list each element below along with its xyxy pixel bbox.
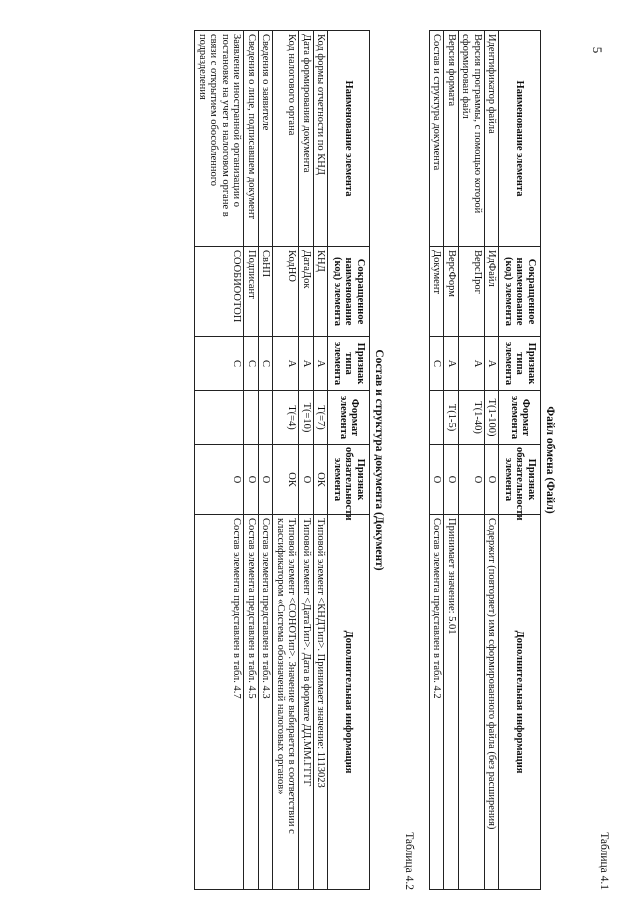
cell-required: ОК	[314, 445, 329, 515]
cell-format: T(=4)	[273, 391, 299, 445]
cell-type: А	[459, 337, 485, 391]
cell-type: А	[299, 337, 314, 391]
cell-type: А	[314, 337, 329, 391]
table2-header-info: Дополнительная информация	[328, 515, 370, 890]
table2-header-type: Признак типа элемента	[328, 337, 370, 391]
cell-required: О	[259, 445, 274, 515]
table2-header-row	[328, 31, 370, 890]
cell-type: А	[485, 337, 500, 391]
cell-name: Версия программы, с помощью которой сформирован файл	[459, 31, 485, 247]
cell-info: Содержит (повторяет) имя сформированного файла (без расширения)	[485, 515, 500, 890]
table2-title: Состав и структура документа (Документ)	[373, 349, 385, 571]
table1-header-format: Формат элемента	[499, 391, 541, 445]
table1-header-code: Сокращенное наименование (код) элемента	[499, 247, 541, 337]
table-row	[459, 31, 485, 890]
cell-name: Версия формата	[444, 31, 459, 247]
cell-type: С	[259, 337, 274, 391]
cell-info: Типовой элемент <КНДТип>. Принимает значение: 1113023	[314, 515, 329, 890]
table2-label: Таблица 4.2	[403, 832, 415, 890]
cell-name: Код налогового органа	[273, 31, 299, 247]
table2-document-structure	[195, 30, 371, 890]
table2-header-format: Формат элемента	[328, 391, 370, 445]
cell-name: Идентификатор файла	[485, 31, 500, 247]
cell-name: Состав и структура документа	[430, 31, 445, 247]
cell-format: T(1-5)	[444, 391, 459, 445]
cell-code: ДатаДок	[299, 247, 314, 337]
cell-required: О	[459, 445, 485, 515]
table1-title: Файл обмена (Файл)	[544, 406, 556, 514]
cell-format	[430, 391, 445, 445]
cell-info: Состав элемента представлен в табл. 4.2	[430, 515, 445, 890]
cell-code: Документ	[430, 247, 445, 337]
table1-header-required: Признак обязательности элемента	[499, 445, 541, 515]
cell-type: А	[273, 337, 299, 391]
cell-required: О	[299, 445, 314, 515]
cell-code: СвНП	[259, 247, 274, 337]
table1-header-name: Наименование элемента	[499, 31, 541, 247]
cell-format: T(=10)	[299, 391, 314, 445]
cell-code: ВерсПрог	[459, 247, 485, 337]
cell-info: Состав элемента представлен в табл. 4.7	[195, 515, 244, 890]
table-row	[485, 31, 500, 890]
cell-required: О	[244, 445, 259, 515]
table-row	[314, 31, 329, 890]
cell-code: КодНО	[273, 247, 299, 337]
rotated-page-content	[60, 30, 610, 890]
cell-format: T(1-40)	[459, 391, 485, 445]
cell-type: А	[444, 337, 459, 391]
cell-code: СООБИООТОП	[195, 247, 244, 337]
table-row	[430, 31, 445, 890]
cell-info: Состав элемента представлен в табл. 4.3	[259, 515, 274, 890]
cell-name: Сведения о лице, подписавшем документ	[244, 31, 259, 247]
cell-required: ОК	[273, 445, 299, 515]
cell-type: С	[195, 337, 244, 391]
table1-header-row	[499, 31, 541, 890]
table-row	[273, 31, 299, 890]
cell-info: Типовой элемент <ДатаТип>. Дата в формате ДД.ММ.ГГГГ	[299, 515, 314, 890]
cell-info: Состав элемента представлен в табл. 4.5	[244, 515, 259, 890]
cell-required: О	[195, 445, 244, 515]
cell-name: Сведения о заявителе	[259, 31, 274, 247]
cell-format: T(=7)	[314, 391, 329, 445]
table-row	[244, 31, 259, 890]
cell-format: T(1-100)	[485, 391, 500, 445]
cell-required: О	[444, 445, 459, 515]
cell-type: С	[244, 337, 259, 391]
cell-info	[459, 515, 485, 890]
table1-header-type: Признак типа элемента	[499, 337, 541, 391]
table2-header-code: Сокращенное наименование (код) элемента	[328, 247, 370, 337]
cell-format	[195, 391, 244, 445]
cell-code: КНД	[314, 247, 329, 337]
cell-required: О	[485, 445, 500, 515]
cell-format	[244, 391, 259, 445]
table1-exchange-file	[429, 30, 541, 890]
table-row	[299, 31, 314, 890]
table-row	[195, 31, 244, 890]
cell-name: Заявление иностранной организации о постановке на учет в налоговом органе в связи с открытием обособленного подразделения	[195, 31, 244, 247]
table1-label: Таблица 4.1	[598, 832, 610, 890]
table2-header-required: Признак обязательности элемента	[328, 445, 370, 515]
cell-name: Код формы отчетности по КНД	[314, 31, 329, 247]
table-row	[259, 31, 274, 890]
page-number: 5	[590, 46, 605, 54]
cell-type: С	[430, 337, 445, 391]
cell-code: ВерсФорм	[444, 247, 459, 337]
cell-info: Принимает значение: 5.01	[444, 515, 459, 890]
cell-info: Типовой элемент <СОНОТип>. Значение выбирается в соответствии с классификатором «Система обозначений налоговых органов»	[273, 515, 299, 890]
cell-name: Дата формирования документа	[299, 31, 314, 247]
table2-header-name: Наименование элемента	[328, 31, 370, 247]
cell-required: О	[430, 445, 445, 515]
table-row	[444, 31, 459, 890]
cell-code: ИдФайл	[485, 247, 500, 337]
cell-code: Подписант	[244, 247, 259, 337]
cell-format	[259, 391, 274, 445]
table1-header-info: Дополнительная информация	[499, 515, 541, 890]
